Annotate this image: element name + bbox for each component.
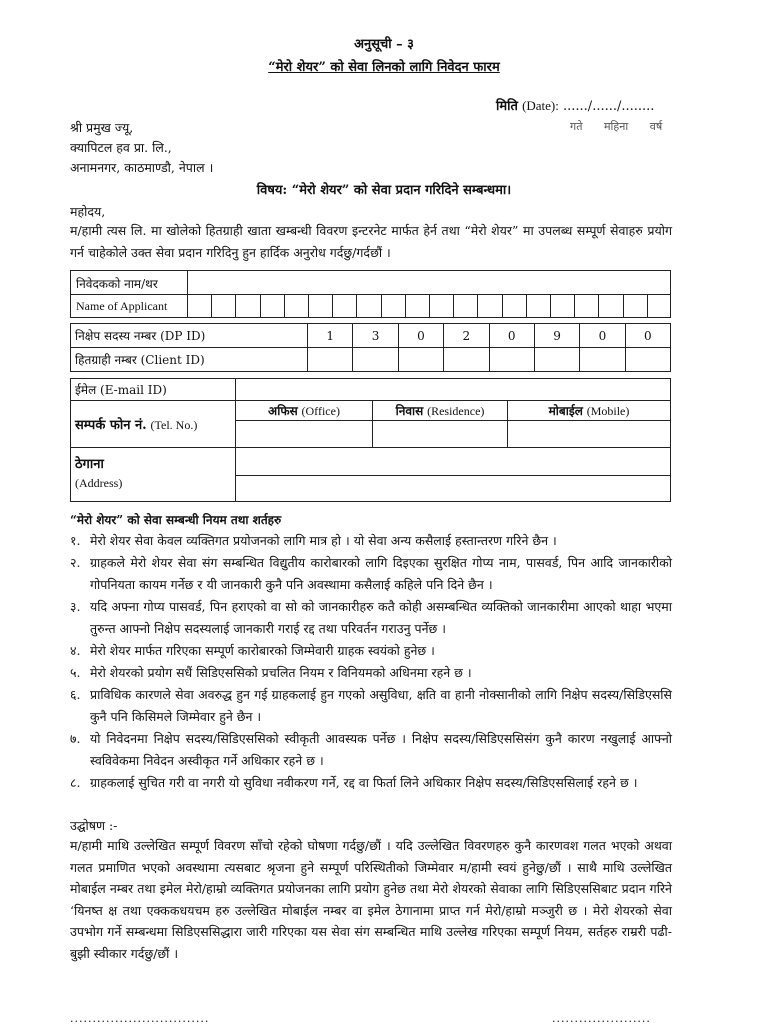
address-label-en: (Address) bbox=[75, 476, 123, 491]
intro-paragraph: म/हामी त्यस लि. मा खोलेको हितग्राही खाता खम्बन्धी विवरण इन्टरनेट मार्फत हेर्न तथा “मेरो शेयर” मा उपलब्ध सम्पूर्ण सेवाहरु प्रयोग गर्न चाहेकोले उक्त सेवा प्रदान गरिदिनु हुन हार्दिक अनुरोध गर्दछु/गर्दछौं । bbox=[70, 223, 672, 260]
rule-text: ग्राहकले मेरो शेयर सेवा संग सम्बन्धित विद्युतीय कारोबारको लागि दिइएका सुरक्षित गोप्य नाम, पासवर्ड, पिन आदि जानकारीको गोपनियता कायम गर्नेछ र यी जानकारी कुनै पनि अवस्थामा कसैलाई कहिले पनि दिने छैन । bbox=[90, 555, 672, 592]
applicant-label-np: निवेदकको नाम/थर bbox=[76, 277, 158, 291]
name-char-box-divider bbox=[308, 294, 309, 318]
rule-item bbox=[70, 530, 672, 552]
rule-item bbox=[70, 596, 672, 640]
mobile-header bbox=[508, 401, 671, 421]
addressee-line2: क्यापिटल हव प्रा. लि., bbox=[70, 140, 172, 155]
client-id-cell[interactable] bbox=[625, 348, 670, 372]
name-char-box-divider bbox=[574, 294, 575, 318]
date-label: मिति bbox=[496, 99, 518, 114]
rule-text: ग्राहकलाई सुचित गरी वा नगरी यो सुविधा नवीकरण गर्ने, रद्द वा फिर्ता लिने अधिकार निक्षेप सदस्य/सिडिएससिलाई रहने छ । bbox=[90, 775, 638, 790]
rule-item bbox=[70, 728, 672, 772]
client-id-cell[interactable] bbox=[444, 348, 489, 372]
dp-id-label: निक्षेप सदस्य नम्बर (DP ID) bbox=[71, 324, 308, 348]
name-char-box-divider bbox=[429, 294, 430, 318]
rules-heading: “मेरो शेयर” को सेवा सम्बन्धी नियम तथा शर्तहरु bbox=[70, 513, 282, 527]
rule-text: प्राविधिक कारणले सेवा अवरुद्ध हुन गई ग्राहकलाई हुन गएको असुविधा, क्षति वा हानी नोक्सानीको लागि निक्षेप सदस्य/सिडिएससि कुनै पनि किसिमले जिम्मेवार हुने छैन । bbox=[90, 687, 672, 724]
name-char-box-divider bbox=[550, 294, 551, 318]
form-title: “मेरो शेयर” को सेवा लिनको लागि निवेदन फारम bbox=[268, 60, 500, 75]
dp-digit[interactable]: 9 bbox=[534, 324, 579, 348]
name-char-box-divider bbox=[405, 294, 406, 318]
client-id-cell[interactable] bbox=[534, 348, 579, 372]
residence-label-np: निवास bbox=[395, 404, 424, 419]
name-char-box-divider bbox=[356, 294, 357, 318]
date-part-day: गते bbox=[570, 120, 583, 133]
dp-digit[interactable]: 0 bbox=[580, 324, 625, 348]
name-char-box-divider bbox=[477, 294, 478, 318]
office-phone-field[interactable] bbox=[236, 421, 373, 447]
rule-number: ७. bbox=[70, 731, 81, 746]
declaration-heading: उद्घोषण :- bbox=[70, 818, 118, 833]
email-label: ईमेल (E-mail ID) bbox=[71, 379, 236, 401]
dp-digit[interactable]: 3 bbox=[353, 324, 398, 348]
address-field-line2[interactable] bbox=[236, 475, 671, 501]
rule-item bbox=[70, 552, 672, 596]
name-char-box-divider bbox=[647, 294, 648, 318]
phone-label-np: सम्पर्क फोन नं. bbox=[75, 417, 147, 433]
name-char-box-divider bbox=[453, 294, 454, 318]
email-field[interactable] bbox=[236, 379, 671, 401]
date-part-year: वर्ष bbox=[649, 120, 663, 133]
client-id-cell[interactable] bbox=[580, 348, 625, 372]
name-char-box-divider bbox=[381, 294, 382, 318]
client-id-cell[interactable] bbox=[353, 348, 398, 372]
schedule-label: अनुसूची – ३ bbox=[354, 37, 414, 52]
name-char-box-divider bbox=[211, 294, 212, 318]
rule-number: १. bbox=[70, 533, 81, 548]
date-part-month: महिना bbox=[603, 120, 629, 133]
client-id-label: हितग्राही नम्बर (Client ID) bbox=[71, 348, 308, 372]
rule-number: २. bbox=[70, 555, 81, 570]
name-char-box-divider bbox=[526, 294, 527, 318]
name-char-box-divider bbox=[502, 294, 503, 318]
mobile-label-np: मोबाईल bbox=[548, 404, 583, 419]
mobile-phone-field[interactable] bbox=[508, 421, 671, 447]
name-char-box-divider bbox=[332, 294, 333, 318]
residence-header bbox=[373, 401, 508, 421]
residence-label-en: (Residence) bbox=[427, 404, 485, 419]
phone-label-en: (Tel. No.) bbox=[150, 417, 198, 432]
rule-text: मेरो शेयर मार्फत गरिएका सम्पूर्ण कारोबारको जिम्मेवारी ग्राहक स्वयंको हुनेछ । bbox=[90, 643, 435, 658]
office-label-np: अफिस bbox=[268, 404, 298, 419]
client-id-cell[interactable] bbox=[398, 348, 443, 372]
dp-digit[interactable]: 1 bbox=[308, 324, 353, 348]
client-id-cell[interactable] bbox=[489, 348, 534, 372]
dp-digit[interactable]: 0 bbox=[625, 324, 670, 348]
mobile-label-en: (Mobile) bbox=[586, 404, 630, 419]
rule-number: ५. bbox=[70, 665, 81, 680]
rule-text: यदि अफ्ना गोप्य पासवर्ड, पिन हराएको वा सो को जानकारीहरु कतै कोही असम्बन्धित व्यक्तिको जानकारीमा आएको थाहा भएमा तुरुन्त आफ्नो निक्षेप सदस्यलाई जानकारी गराई रद्द तथा परिवर्तन गराउनु पर्नेछ । bbox=[90, 599, 672, 636]
rule-number: ३. bbox=[70, 599, 81, 614]
address-label-np: ठेगाना bbox=[75, 457, 104, 473]
name-char-box-divider bbox=[260, 294, 261, 318]
applicant-label-en: Name of Applicant bbox=[76, 299, 168, 313]
date-label-en: (Date): bbox=[522, 98, 559, 113]
declaration-text: म/हामी माथि उल्लेखित सम्पूर्ण विवरण साँचो रहेको घोषणा गर्दछु/छौं । यदि उल्लेखित विवरणहरु कुनै कारणवश गलत भएको अथवा गलत प्रमाणित भएको अवस्थामा त्यसबाट श्रृजना हुने सम्पूर्ण परिस्थितीको जिम्मेवार म/हामी स्वयं हुनेछु/छौं । साथै माथि उल्लेखित मोबाईल नम्बर तथा इमेल मेरो/हाम्रो व्यक्तिगत प्रयोजनका लागि प्रयोग हुनेछ तथा मेरो शेयरको सेवाका लागि सिडिएससिबाट प्रदान गरिने ‘यिनष्त क्ष तथा एक्ककधयचम हरु उल्लेखित मोबाईल नम्बर वा इमेल ठेगानामा प्राप्त गर्न मेरो/हाम्रो मञ्जुरी छ । मेरो शेयरको सेवा उपभोग गर्ने सम्बन्धमा सिडिएससिद्धारा जारी गरिएका यस सेवा संग सम्बन्धित माथि उल्लेख गरिएका सम्पूर्ण नियम, सर्तहरु राम्ररी पढी-बुझी स्वीकार गर्दछु/छौं । bbox=[70, 838, 672, 961]
office-header bbox=[236, 401, 373, 421]
dp-client-table bbox=[70, 323, 671, 372]
dp-digit[interactable]: 0 bbox=[398, 324, 443, 348]
client-id-cell[interactable] bbox=[308, 348, 353, 372]
rule-text: मेरो शेयर सेवा केवल व्यक्तिगत प्रयोजनको लागि मात्र हो । यो सेवा अन्य कसैलाई हस्तान्तरण गरिने छैन । bbox=[90, 533, 557, 548]
rule-number: ८. bbox=[70, 775, 81, 790]
date-parts bbox=[570, 119, 662, 134]
phone-label-cell bbox=[71, 401, 236, 447]
salutation: महोदय, bbox=[70, 204, 106, 219]
subject-line: विषय: “मेरो शेयर” को सेवा प्रदान गरिदिने सम्बन्धमा। bbox=[256, 183, 512, 198]
contact-table bbox=[70, 378, 671, 502]
addressee-line1: श्री प्रमुख ज्यू, bbox=[70, 120, 134, 135]
rule-item bbox=[70, 684, 672, 728]
rule-item bbox=[70, 640, 672, 662]
applicant-label-divider bbox=[187, 270, 188, 318]
address-label-cell bbox=[71, 447, 236, 501]
name-char-box-divider bbox=[598, 294, 599, 318]
signature-line-right: ...................... bbox=[552, 1012, 651, 1024]
date-dots: ....../....../........ bbox=[563, 99, 655, 114]
addressee-line3: अनामनगर, काठमाण्डौ, नेपाल । bbox=[70, 160, 214, 175]
rule-text: यो निवेदनमा निक्षेप सदस्य/सिडिएससिको स्वीकृती आवस्यक पर्नेछ । निक्षेप सदस्य/सिडिएससिसंग कुनै कारण नखुलाई आफ्नो स्वविवेकमा निवेदन अस्वीकृत गर्ने अधिकार रहने छ । bbox=[90, 731, 672, 768]
rule-item bbox=[70, 772, 672, 816]
office-label-en: (Office) bbox=[301, 404, 340, 419]
rule-number: ६. bbox=[70, 687, 81, 702]
name-char-box-divider bbox=[284, 294, 285, 318]
name-char-box-divider bbox=[235, 294, 236, 318]
residence-phone-field[interactable] bbox=[373, 421, 508, 447]
name-char-box-divider bbox=[623, 294, 624, 318]
dp-digit[interactable]: 0 bbox=[489, 324, 534, 348]
signature-line-left: ............................... bbox=[70, 1012, 210, 1024]
rule-item bbox=[70, 662, 672, 684]
date-line bbox=[496, 96, 654, 114]
address-field-line1[interactable] bbox=[236, 447, 671, 475]
dp-digit[interactable]: 2 bbox=[444, 324, 489, 348]
rule-text: मेरो शेयरको प्रयोग सधैं सिडिएससिको प्रचलित नियम र विनियमको अधिनमा रहने छ । bbox=[90, 665, 472, 680]
rule-number: ४. bbox=[70, 643, 81, 658]
